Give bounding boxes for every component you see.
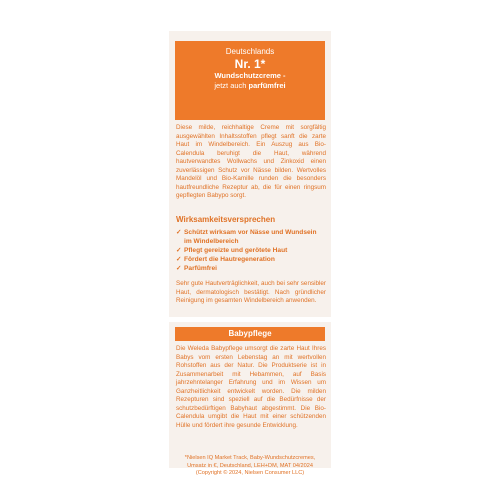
list-item bbox=[176, 264, 326, 273]
header-claim-bold: parfümfrei bbox=[248, 81, 286, 90]
header-box bbox=[175, 41, 325, 120]
product-info-panel bbox=[169, 31, 331, 477]
promise-text: Schützt wirksam vor Nässe und Wundsein im Windelbereich bbox=[184, 229, 317, 245]
promise-text: Pflegt gereizte und gerötete Haut bbox=[184, 247, 288, 254]
footnote: *Nielsen IQ Market Track, Baby-Wundschutzcremes, Umsatz in €, Deutschland, LEH+DM, MAT 04/2024 (Copyright © 2024, Nielsen Consumer LLC) bbox=[184, 455, 316, 477]
check-icon: ✓ bbox=[176, 247, 182, 254]
check-icon: ✓ bbox=[176, 256, 182, 263]
intro-paragraph: Diese milde, reichhaltige Creme mit sorgfältig ausgewählten Inhaltsstoffen pflegt sanft die zarte Haut im Windelbereich. Ein Auszug aus Bio-Calendula beruhigt die Haut, während hautverwandtes Wollwachs und Zinkoxid einen zuverlässigen Schutz vor Nässe bilden. Wertvolles Mandelöl und Bio-Kamille runden die besonders hautfreundliche Rezeptur ab, die für einen ringsum gepflegten Babypo sorgt. bbox=[176, 124, 326, 200]
check-icon: ✓ bbox=[176, 265, 182, 272]
section-divider bbox=[169, 317, 331, 322]
promise-text: Fördert die Hautregeneration bbox=[184, 256, 275, 263]
promise-title: Wirksamkeitsversprechen bbox=[176, 215, 276, 224]
header-claim bbox=[175, 81, 325, 91]
list-item bbox=[176, 228, 326, 246]
header-product: Wundschutzcreme - bbox=[214, 71, 286, 80]
promise-list bbox=[176, 228, 326, 273]
check-icon: ✓ bbox=[176, 229, 182, 236]
promise-text: Parfümfrei bbox=[184, 265, 217, 272]
list-item bbox=[176, 255, 326, 264]
list-item bbox=[176, 246, 326, 255]
header-rank: Nr. 1* bbox=[234, 57, 266, 71]
header-line-1: Deutschlands bbox=[225, 47, 275, 56]
babypflege-paragraph: Die Weleda Babypflege umsorgt die zarte Haut Ihres Babys vom ersten Lebenstag an mit wertvollen Rohstoffen aus der Natur. Die Produktserie ist in Zusammenarbeit mit Hebammen, auf Basis jahrzehntelanger Erfahrung und im Wissen um Ganzheitlichkeit entwickelt worden. Die milden Rezepturen sind speziell auf die Bedürfnisse der schutzbedürftigen Babyhaut abgestimmt. Die Bio-Calendula umgibt die Haut mit einer schützenden Hülle und fördert ihre gesunde Entwicklung. bbox=[176, 345, 326, 429]
tolerance-paragraph: Sehr gute Hautverträglichkeit, auch bei sehr sensibler Haut, dermatologisch bestätigt. Nach gründlicher Reinigung im gesamten Windelbereich anwenden. bbox=[176, 280, 326, 305]
babypflege-title: Babypflege bbox=[175, 327, 325, 341]
header-claim-prefix: jetzt auch bbox=[214, 81, 249, 90]
